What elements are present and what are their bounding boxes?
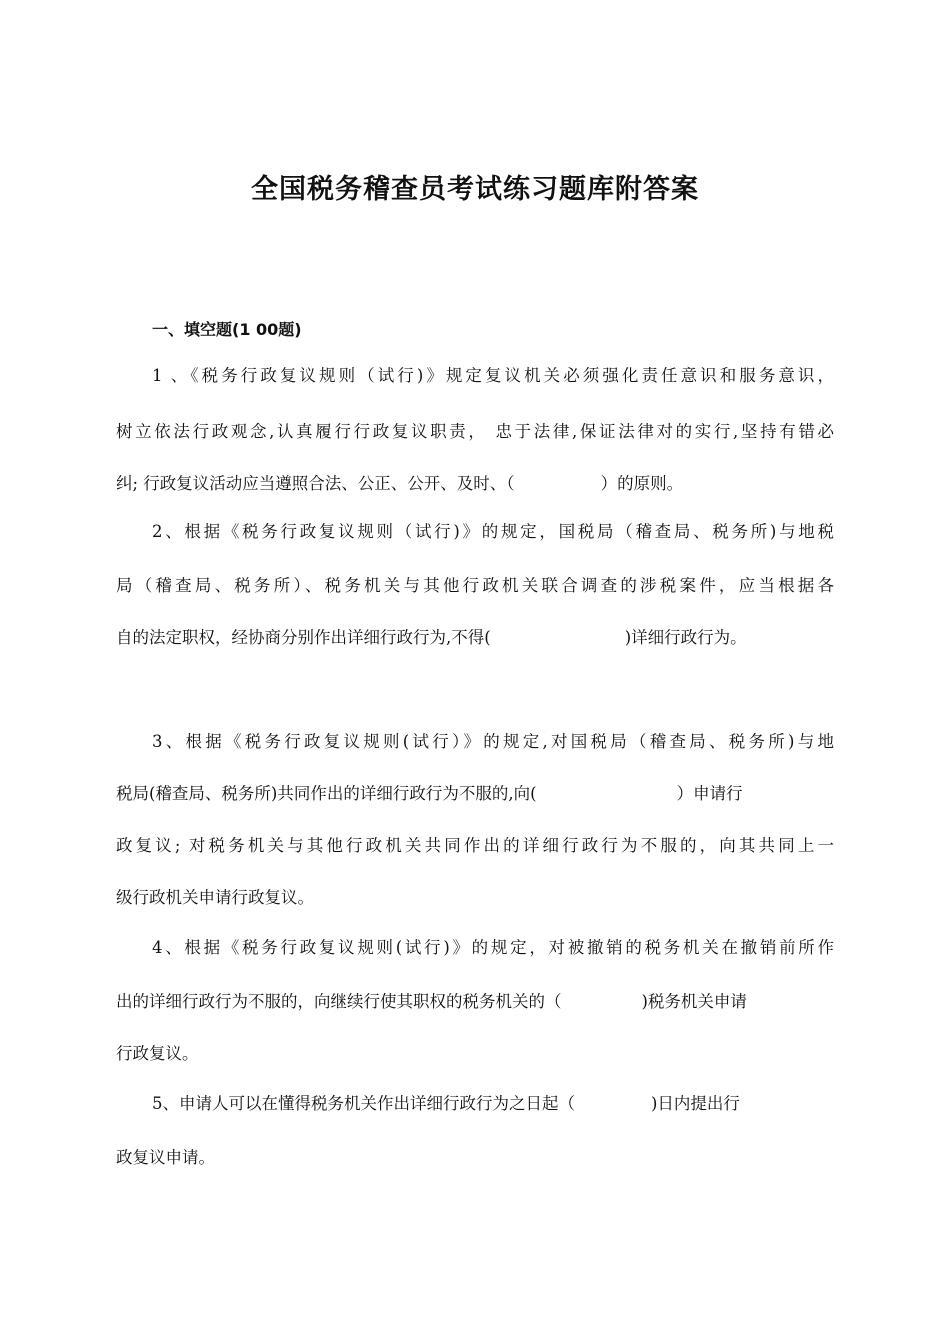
question-3-line-4: 级行政机关申请行政复议。 [116,888,314,907]
question-1-line-1: 1 、《税务行政复议规则（试行)》规定复议机关必须强化责任意识和服务意识， [152,366,834,385]
question-4-line-1: 4、根据《税务行政复议规则(试行)》的规定，对被撤销的税务机关在撤销前所作 [152,938,834,957]
question-5-line-1 [152,1092,834,1116]
question-3-line-3: 政复议; 对税务机关与其他行政机关共同作出的详细行政行为不服的，向其共同上一 [116,836,834,855]
question-4-line-2 [116,990,834,1014]
question-2-line-3-tail: )详细行政行为。 [624,628,747,647]
question-1-line-2: 树立依法行政观念,认真履行行政复议职责， 忠于法律,保证法律对的实行,坚持有错必 [116,422,834,441]
question-4-line-2-text: 出的详细行政行为不服的，向继续行使其职权的税务机关的（ [116,992,562,1011]
question-2-line-3-text: 自的法定职权，经协商分别作出详细行政行为,不得( [116,628,491,647]
question-2-line-3 [116,626,834,650]
document-title: 全国税务稽查员考试练习题库附答案 [251,174,699,205]
question-4-line-2-tail: )税务机关申请 [641,992,747,1011]
question-2-line-2: 局（稽查局、税务所）、税务机关与其他行政机关联合调查的涉税案件，应当根据各 [116,576,834,595]
question-1-line-3-text: 纠; 行政复议活动应当遵照合法、公正、公开、及时、（ [116,474,515,493]
question-5-line-2: 政复议申请。 [116,1148,215,1167]
question-5-line-1-text: 5、申请人可以在懂得税务机关作出详细行政行为之日起（ [152,1094,575,1113]
question-2-line-1: 2、根据《税务行政复议规则（试行)》的规定，国税局（稽查局、税务所)与地税 [152,522,834,541]
question-1-line-3 [116,472,834,496]
question-1-line-3-tail: ）的原则。 [600,474,684,493]
section-heading: 一、填空题(1 00题) [152,320,302,339]
question-3-line-2-text: 税局(稽查局、税务所)共同作出的详细行政行为不服的,向( [116,784,537,803]
question-3-line-2-tail: ）申请行 [676,784,743,803]
question-4-line-3: 行政复议。 [116,1044,199,1063]
question-5-line-1-tail: )日内提出行 [651,1094,740,1113]
question-3-line-1: 3、根据《税务行政复议规则(试行）》的规定,对国税局（稽查局、税务所)与地 [152,732,834,751]
question-3-line-2 [116,782,834,806]
